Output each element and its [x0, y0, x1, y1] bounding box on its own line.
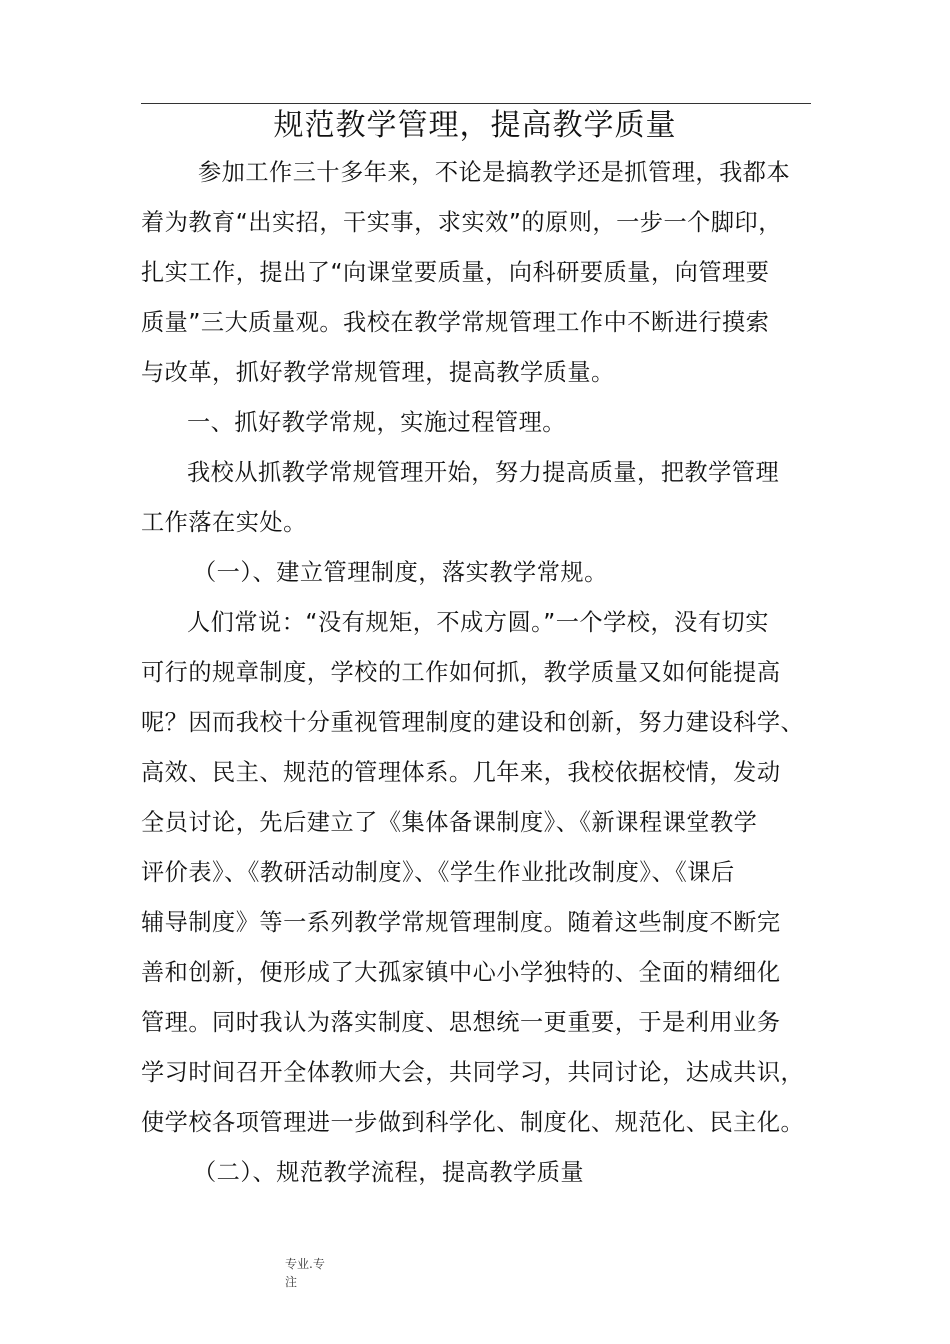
paragraph-line: 我校从抓教学常规管理开始，努力提高质量，把教学管理 — [187, 459, 780, 486]
page-footer — [285, 1255, 325, 1291]
paragraph-line: 辅导制度》等一系列教学常规管理制度。随着这些制度不断完 — [141, 909, 781, 936]
subsection-heading: （一）、建立管理制度，落实教学常规。 — [193, 559, 608, 586]
paragraph-line: 管理。同时我认为落实制度、思想统一更重要，于是利用业务 — [141, 1009, 781, 1036]
subsection-heading: （二）、规范教学流程，提高教学质量 — [193, 1159, 585, 1186]
paragraph-line: 可行的规章制度，学校的工作如何抓，教学质量又如何能提高 — [141, 659, 781, 686]
section-heading: 一、抓好教学常规，实施过程管理。 — [187, 409, 566, 436]
paragraph-line: 使学校各项管理进一步做到科学化、制度化、规范化、民主化。 — [141, 1109, 805, 1136]
paragraph-line: 高效、民主、规范的管理体系。几年来，我校依据校情，发动 — [141, 759, 781, 786]
paragraph-line: 与改革，抓好教学常规管理，提高教学质量。 — [141, 359, 615, 386]
paragraph-line: 评价表》、《教研活动制度》、《学生作业批改制度》、《课后 — [141, 859, 735, 886]
paragraph-line: 扎实工作，提出了“向课堂要质量，向科研要质量，向管理要 — [141, 259, 770, 286]
paragraph-line: 工作落在实处。 — [141, 509, 307, 536]
footer-line: 专业.专 — [285, 1257, 325, 1271]
paragraph-line: 着为教育“出实招，干实事，求实效”的原则，一步一个脚印， — [141, 209, 782, 236]
paragraph-line: 质量”三大质量观。我校在教学常规管理工作中不断进行摸索 — [141, 309, 770, 336]
paragraph-line: 呢？因而我校十分重视管理制度的建设和创新，努力建设科学、 — [141, 709, 805, 736]
paragraph-line: 善和创新，便形成了大孤家镇中心小学独特的、全面的精细化 — [141, 959, 781, 986]
paragraph-line: 学习时间召开全体教师大会，共同学习，共同讨论，达成共识， — [141, 1059, 805, 1086]
paragraph-line: 参加工作三十多年来，不论是搞教学还是抓管理，我都本 — [198, 159, 791, 186]
paragraph-line: 全员讨论，先后建立了《集体备课制度》、《新课程课堂教学 — [141, 809, 758, 836]
document-title: 规范教学管理，提高教学质量 — [273, 108, 677, 143]
paragraph-line: 人们常说：“没有规矩，不成方圆。”一个学校，没有切实 — [187, 609, 769, 636]
footer-line: 注 — [285, 1275, 298, 1289]
